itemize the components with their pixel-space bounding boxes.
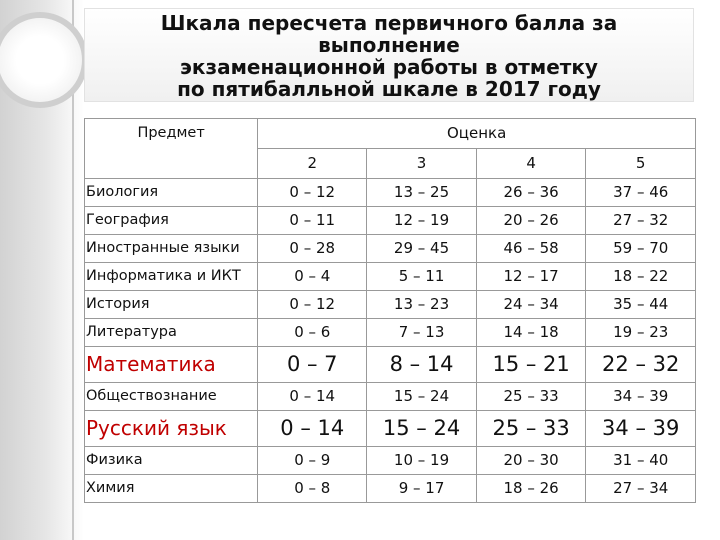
left-decor-bar bbox=[0, 0, 84, 540]
title-line: выполнение bbox=[318, 33, 460, 57]
score-cell: 0 – 4 bbox=[258, 263, 367, 291]
grade-header: Оценка bbox=[258, 119, 696, 149]
score-cell: 35 – 44 bbox=[586, 291, 696, 319]
table-row bbox=[85, 447, 696, 475]
score-cell: 25 – 33 bbox=[476, 411, 586, 447]
score-cell: 0 – 8 bbox=[258, 475, 367, 503]
subject-cell: Обществознание bbox=[85, 383, 258, 411]
score-cell: 25 – 33 bbox=[476, 383, 586, 411]
table-row bbox=[85, 291, 696, 319]
slide-title bbox=[84, 12, 694, 100]
score-cell: 13 – 25 bbox=[367, 179, 477, 207]
score-cell: 0 – 14 bbox=[258, 383, 367, 411]
score-cell: 59 – 70 bbox=[586, 235, 696, 263]
score-cell: 29 – 45 bbox=[367, 235, 477, 263]
grade-conversion-table bbox=[84, 118, 696, 503]
subject-cell: Физика bbox=[85, 447, 258, 475]
score-cell: 12 – 17 bbox=[476, 263, 586, 291]
table-row bbox=[85, 263, 696, 291]
grade-4: 4 bbox=[476, 149, 586, 179]
table-row bbox=[85, 319, 696, 347]
subject-cell: Иностранные языки bbox=[85, 235, 258, 263]
table-row-highlighted bbox=[85, 347, 696, 383]
score-cell: 0 – 7 bbox=[258, 347, 367, 383]
score-cell: 5 – 11 bbox=[367, 263, 477, 291]
grade-3: 3 bbox=[367, 149, 477, 179]
title-line: Шкала пересчета первичного балла за bbox=[160, 11, 618, 35]
subject-cell: Биология bbox=[85, 179, 258, 207]
table-row bbox=[85, 235, 696, 263]
score-cell: 46 – 58 bbox=[476, 235, 586, 263]
score-cell: 31 – 40 bbox=[586, 447, 696, 475]
subject-cell: Информатика и ИКТ bbox=[85, 263, 258, 291]
score-cell: 15 – 21 bbox=[476, 347, 586, 383]
table-row bbox=[85, 475, 696, 503]
score-cell: 27 – 32 bbox=[586, 207, 696, 235]
score-cell: 0 – 11 bbox=[258, 207, 367, 235]
subject-cell: История bbox=[85, 291, 258, 319]
score-cell: 20 – 30 bbox=[476, 447, 586, 475]
decor-ring bbox=[0, 12, 88, 108]
score-cell: 15 – 24 bbox=[367, 411, 477, 447]
table-row bbox=[85, 207, 696, 235]
score-cell: 8 – 14 bbox=[367, 347, 477, 383]
score-cell: 27 – 34 bbox=[586, 475, 696, 503]
score-cell: 13 – 23 bbox=[367, 291, 477, 319]
grade-5: 5 bbox=[586, 149, 696, 179]
score-cell: 15 – 24 bbox=[367, 383, 477, 411]
subject-cell: Литература bbox=[85, 319, 258, 347]
score-cell: 7 – 13 bbox=[367, 319, 477, 347]
score-cell: 24 – 34 bbox=[476, 291, 586, 319]
title-line: экзаменационной работы в отметку bbox=[180, 55, 598, 79]
subject-cell: Химия bbox=[85, 475, 258, 503]
score-cell: 14 – 18 bbox=[476, 319, 586, 347]
table-row-highlighted bbox=[85, 411, 696, 447]
score-cell: 18 – 22 bbox=[586, 263, 696, 291]
grade-2: 2 bbox=[258, 149, 367, 179]
score-cell: 0 – 14 bbox=[258, 411, 367, 447]
score-cell: 0 – 12 bbox=[258, 291, 367, 319]
score-cell: 22 – 32 bbox=[586, 347, 696, 383]
score-cell: 0 – 9 bbox=[258, 447, 367, 475]
score-cell: 34 – 39 bbox=[586, 411, 696, 447]
score-cell: 19 – 23 bbox=[586, 319, 696, 347]
table-row bbox=[85, 179, 696, 207]
score-cell: 12 – 19 bbox=[367, 207, 477, 235]
table-header-row bbox=[85, 119, 696, 149]
score-cell: 18 – 26 bbox=[476, 475, 586, 503]
score-cell: 0 – 28 bbox=[258, 235, 367, 263]
score-cell: 34 – 39 bbox=[586, 383, 696, 411]
subject-cell-highlighted: Русский язык bbox=[85, 411, 258, 447]
score-cell: 26 – 36 bbox=[476, 179, 586, 207]
score-cell: 0 – 6 bbox=[258, 319, 367, 347]
score-cell: 37 – 46 bbox=[586, 179, 696, 207]
subject-cell: География bbox=[85, 207, 258, 235]
subject-header: Предмет bbox=[85, 119, 258, 179]
score-cell: 9 – 17 bbox=[367, 475, 477, 503]
subject-cell-highlighted: Математика bbox=[85, 347, 258, 383]
title-line: по пятибалльной шкале в 2017 году bbox=[177, 77, 601, 101]
score-cell: 20 – 26 bbox=[476, 207, 586, 235]
score-cell: 0 – 12 bbox=[258, 179, 367, 207]
score-cell: 10 – 19 bbox=[367, 447, 477, 475]
table-row bbox=[85, 383, 696, 411]
